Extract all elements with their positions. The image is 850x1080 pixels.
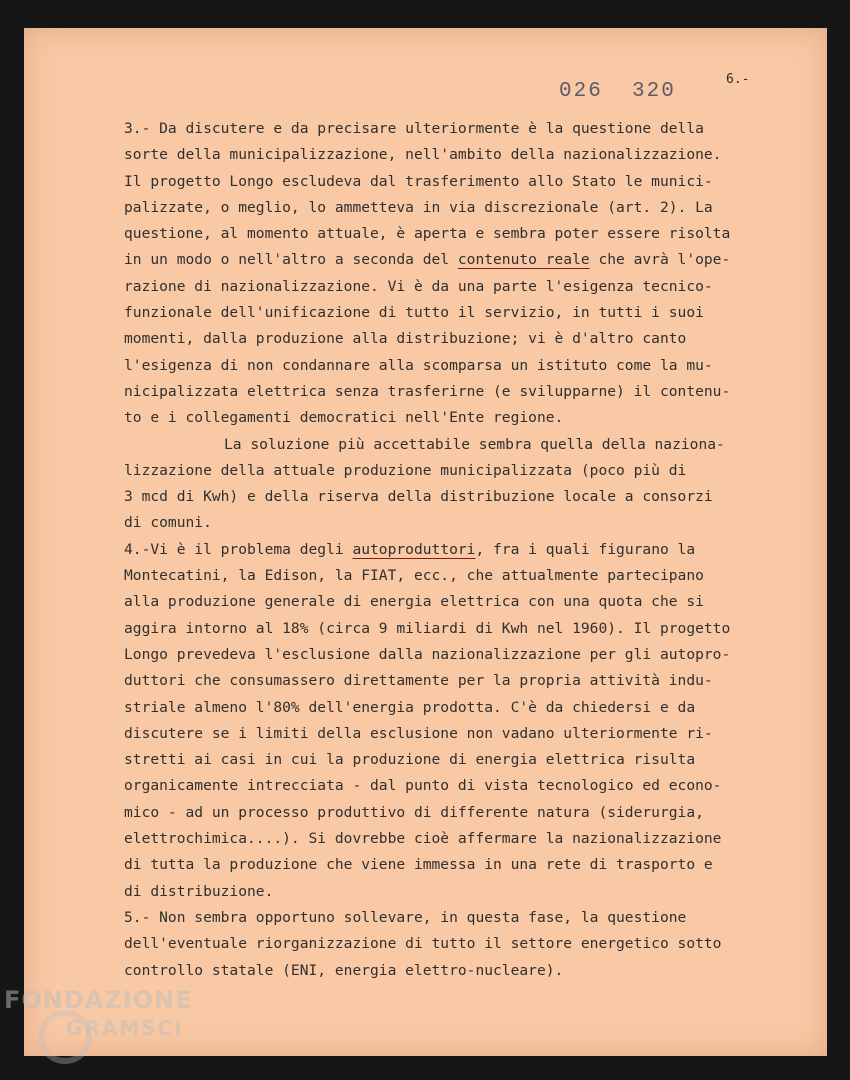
text-line: l'esigenza di non condannare alla scomparsa un istituto come la mu- bbox=[124, 356, 713, 374]
text-line: di comuni. bbox=[124, 514, 212, 532]
text-segment: in un modo o nell'altro a seconda del bbox=[124, 251, 458, 269]
text-line: sorte della municipalizzazione, nell'ambito della nazionalizzazione. bbox=[124, 146, 722, 164]
text-line: palizzate, o meglio, lo ammetteva in via discrezionale (art. 2). La bbox=[124, 198, 713, 216]
typed-text-block bbox=[124, 116, 804, 984]
text-segment: che avrà l'ope- bbox=[589, 251, 731, 269]
text-line: razione di nazionalizzazione. Vi è da una parte l'esigenza tecnico- bbox=[124, 277, 713, 295]
text-line: Il progetto Longo escludeva dal trasferimento allo Stato le munici- bbox=[124, 172, 713, 190]
text-line: La soluzione più accettabile sembra quella della naziona- bbox=[224, 435, 725, 453]
text-segment: , fra i quali figurano la bbox=[475, 540, 696, 558]
text-line: nicipalizzata elettrica senza trasferirne (e svilupparne) il contenu- bbox=[124, 382, 731, 400]
text-line: elettrochimica....). Si dovrebbe cioè affermare la nazionalizzazione bbox=[124, 830, 722, 848]
text-line: controllo statale (ENI, energia elettro-nucleare). bbox=[124, 961, 564, 979]
text-line: questione, al momento attuale, è aperta e sembra poter essere risolta bbox=[124, 225, 731, 243]
text-line: organicamente intrecciata - dal punto di vista tecnologico ed econo- bbox=[124, 777, 722, 795]
text-line: di tutta la produzione che viene immessa in una rete di trasporto e bbox=[124, 856, 713, 874]
text-line bbox=[124, 537, 804, 563]
text-line: funzionale dell'unificazione di tutto il servizio, in tutti i suoi bbox=[124, 304, 704, 322]
page-number: 6.- bbox=[726, 72, 750, 87]
watermark-line-2: GRAMSCI bbox=[66, 1016, 184, 1040]
text-line: lizzazione della attuale produzione municipalizzata (poco più di bbox=[124, 461, 687, 479]
text-line: 3.- Da discutere e da precisare ulteriormente è la questione della bbox=[124, 120, 704, 137]
text-line: di distribuzione. bbox=[124, 882, 274, 900]
text-line: discutere se i limiti della esclusione non vadano ulteriormente ri- bbox=[124, 724, 713, 742]
text-line: striale almeno l'80% dell'energia prodotta. C'è da chiedersi e da bbox=[124, 698, 696, 716]
document-page bbox=[24, 28, 827, 1056]
text-line: mico - ad un processo produttivo di differente natura (siderurgia, bbox=[124, 803, 704, 821]
watermark bbox=[4, 986, 193, 1040]
text-line: Montecatini, la Edison, la FIAT, ecc., che attualmente partecipano bbox=[124, 567, 704, 585]
watermark-line-1: FONDAZIONE bbox=[4, 986, 193, 1014]
archive-number: 026 320 bbox=[559, 80, 676, 103]
text-segment: 4.-Vi è il problema degli bbox=[124, 540, 353, 558]
text-line: dell'eventuale riorganizzazione di tutto il settore energetico sotto bbox=[124, 935, 722, 953]
text-line: stretti ai casi in cui la produzione di energia elettrica risulta bbox=[124, 751, 696, 769]
text-line: 5.- Non sembra opportuno sollevare, in questa fase, la questione bbox=[124, 908, 687, 926]
text-line: 3 mcd di Kwh) e della riserva della distribuzione locale a consorzi bbox=[124, 488, 713, 506]
text-line: alla produzione generale di energia elettrica con una quota che si bbox=[124, 593, 704, 611]
text-line bbox=[124, 247, 804, 273]
underlined-phrase: contenuto reale bbox=[457, 251, 590, 269]
text-line: aggira intorno al 18% (circa 9 miliardi di Kwh nel 1960). Il progetto bbox=[124, 619, 731, 637]
underlined-phrase: autoproduttori bbox=[352, 540, 476, 558]
text-line: to e i collegamenti democratici nell'Ente regione. bbox=[124, 409, 564, 427]
text-line: Longo prevedeva l'esclusione dalla nazionalizzazione per gli autopro- bbox=[124, 645, 731, 663]
text-line: duttori che consumassero direttamente per la propria attività indu- bbox=[124, 672, 713, 690]
text-line: momenti, dalla produzione alla distribuzione; vi è d'altro canto bbox=[124, 330, 687, 348]
